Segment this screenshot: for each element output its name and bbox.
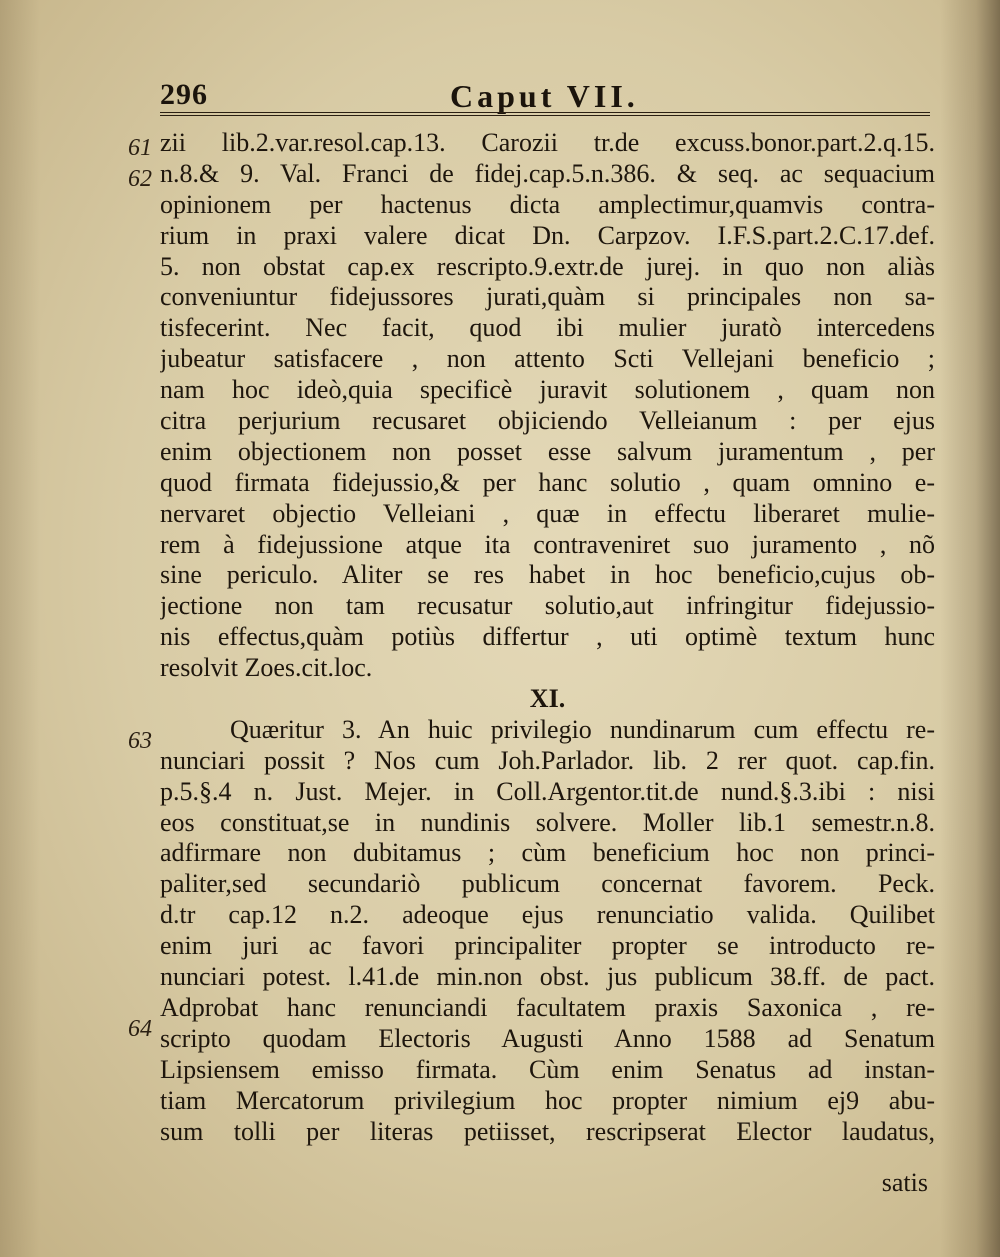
text-line: d.tr cap.12 n.2. adeoque ejus renunciatio valida. Quilibet xyxy=(160,900,935,930)
margin-number: 64 xyxy=(128,1016,152,1042)
text-line: zii lib.2.var.resol.cap.13. Carozii tr.de excuss.bonor.part.2.q.15. xyxy=(160,128,935,157)
text-line: conveniuntur fidejussores jurati,quàm si principales non sa- xyxy=(160,282,935,312)
text-line: paliter,sed secundariò publicum concernat favorem. Peck. xyxy=(160,869,935,899)
text-line: scripto quodam Electoris Augusti Anno 1588 ad Senatum xyxy=(160,1023,935,1053)
text-line: rem à fidejussione atque ita contraveniret suo juramento , nõ xyxy=(160,529,935,559)
margin-number: 62 xyxy=(128,166,152,192)
chapter-title: Caput VII. xyxy=(450,78,639,114)
text-line: nunciari possit ? Nos cum Joh.Parlador. lib. 2 rer quot. cap.fin. xyxy=(160,745,935,775)
catchword: satis xyxy=(881,1168,928,1197)
margin-number: 63 xyxy=(128,728,152,754)
text-line: 5. non obstat cap.ex rescripto.9.extr.de jurej. in quo non aliàs xyxy=(160,251,935,281)
text-line: adfirmare non dubitamus ; cùm beneficium hoc non princi- xyxy=(160,838,935,868)
text-line: sum tolli per literas petiisset, rescripserat Elector laudatus, xyxy=(160,1116,935,1146)
text-line: opinionem per hactenus dicta amplectimur,quamvis contra- xyxy=(160,189,935,219)
text-line: Quæritur 3. An huic privilegio nundinarum cum effectu re- xyxy=(230,714,935,744)
text-line: Lipsiensem emisso firmata. Cùm enim Senatus ad instan- xyxy=(160,1054,935,1084)
text-line: p.5.§.4 n. Just. Mejer. in Coll.Argentor.tit.de nund.§.3.ibi : nisi xyxy=(160,776,935,806)
text-line: nunciari potest. l.41.de min.non obst. jus publicum 38.ff. de pact. xyxy=(160,962,935,992)
text-line: resolvit Zoes.cit.loc. xyxy=(160,653,373,683)
text-line: jectione non tam recusatur solutio,aut infringitur fidejussio- xyxy=(160,591,935,621)
text-line: nam hoc ideò,quia specificè juravit solutionem , quam non xyxy=(160,375,935,405)
section-number: XI. xyxy=(529,684,566,714)
text-line: citra perjurium recusaret objiciendo Velleianum : per ejus xyxy=(160,406,935,436)
margin-number: 61 xyxy=(128,135,152,161)
text-line: tisfecerint. Nec facit, quod ibi mulier juratò intercedens xyxy=(160,313,935,343)
text-line: nis effectus,quàm potiùs differtur , uti optimè textum hunc xyxy=(160,622,935,652)
text-line: rium in praxi valere dicat Dn. Carpzov. I.F.S.part.2.C.17.def. xyxy=(160,220,935,250)
header-rule xyxy=(160,112,930,116)
text-line: enim juri ac favori principaliter propter se introducto re- xyxy=(160,931,935,961)
text-line: jubeatur satisfacere , non attento Scti Vellejani beneficio ; xyxy=(160,344,935,374)
text-line: nervaret objectio Velleiani , quæ in effectu liberaret mulie- xyxy=(160,498,935,528)
text-line: quod firmata fidejussio,& per hanc solutio , quam omnino e- xyxy=(160,467,935,497)
page-number: 296 xyxy=(160,78,208,111)
body-text xyxy=(160,128,935,1147)
page-shadow-right xyxy=(940,0,1000,1257)
text-line: Adprobat hanc renunciandi facultatem praxis Saxonica , re- xyxy=(160,992,935,1022)
text-line: n.8.& 9. Val. Franci de fidej.cap.5.n.386. & seq. ac sequacium xyxy=(160,158,935,188)
text-line: eos constituat,se in nundinis solvere. Moller lib.1 semestr.n.8. xyxy=(160,807,935,837)
text-line: tiam Mercatorum privilegium hoc propter nimium ej9 abu- xyxy=(160,1085,935,1115)
page-shadow-left xyxy=(0,0,40,1257)
text-line: enim objectionem non posset esse salvum juramentum , per xyxy=(160,436,935,466)
text-line: sine periculo. Aliter se res habet in hoc beneficio,cujus ob- xyxy=(160,560,935,590)
